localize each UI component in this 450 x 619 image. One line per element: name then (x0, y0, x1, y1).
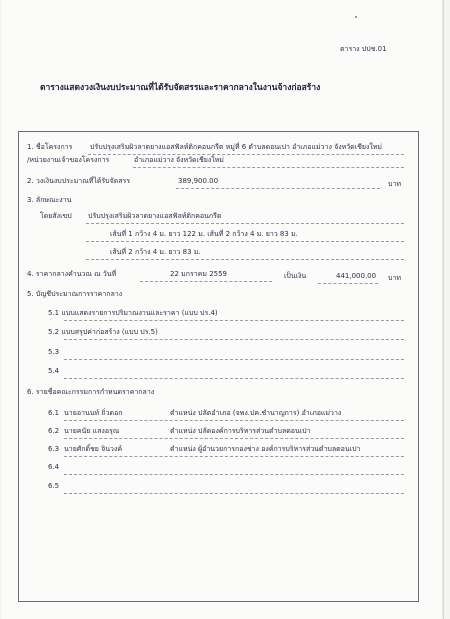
summary-line-3: เส้นที่ 2 กว้าง 4 ม. ยาว 83 ม. (110, 248, 201, 256)
item5-4: 5.4 (48, 367, 60, 375)
summary-label: โดยสังเขป (40, 212, 72, 220)
item4-amount: 441,000.00 (336, 272, 377, 280)
document-title: ตารางแสดงวงเงินงบประมาณที่ได้รับจัดสรรและราคากลางในงานจ้างก่อสร้าง (40, 83, 321, 93)
item2-value: 389,900.00 (178, 177, 219, 185)
committee-name: นายศักดิ์ชย จินวงค์ (64, 445, 123, 453)
item4-unit: บาท (388, 274, 401, 282)
item5-label: 5. บัญชีประมาณการราคากลาง (27, 290, 123, 298)
item5-3-line (64, 359, 404, 360)
agency-label: /หน่วยงานเจ้าของโครงการ (27, 156, 110, 164)
item2-line (176, 188, 380, 189)
item6-label: 6. รายชื่อคณะกรรมการกำหนดราคากลาง (27, 388, 155, 396)
committee-no: 6.1 (48, 409, 60, 417)
committee-position: ตำแหน่ง ผู้อำนวยการกองช่าง องค์การบริหารส่วนตำบลดอนเปา (170, 445, 361, 453)
item5-3: 5.3 (48, 348, 60, 356)
item4-date-line (140, 281, 272, 282)
page-edge (443, 0, 444, 619)
form-code: ตาราง ปปช.01 (340, 45, 387, 53)
summary-line-1: ปรับปรุงเสริมผิวลาดยางแอสฟัลท์ติกคอนกรีต (88, 212, 222, 220)
item2-unit: บาท (388, 180, 401, 188)
committee-no: 6.3 (48, 445, 60, 453)
item2-label: 2. วงเงินงบประมาณที่ได้รับจัดสรร (27, 177, 131, 185)
item5-1-line (64, 320, 404, 321)
item5-1: 5.1 แบบแสดงรายการปริมาณงานและราคา (แบบ ปร.4) (48, 309, 218, 317)
agency-line (133, 167, 404, 168)
item1-value: ปรับปรุงเสริมผิวลาดยางแอสฟัลท์ติกคอนกรีต หมู่ที่ 6 ตำบลดอนเปา อำเภอแม่วาง จังหวัดเชียงใหม่ (90, 143, 383, 151)
committee-line (64, 493, 404, 494)
committee-line (64, 456, 404, 457)
committee-no: 6.4 (48, 463, 60, 471)
committee-line (64, 474, 404, 475)
committee-line (64, 438, 404, 439)
item1-line (88, 154, 404, 155)
committee-no: 6.2 (48, 427, 60, 435)
summary-dots-1 (86, 223, 404, 224)
item5-2: 5.2 แบบสรุปค่าก่อสร้าง (แบบ ปร.5) (48, 328, 158, 336)
item5-2-line (64, 339, 404, 340)
speck (355, 16, 357, 18)
agency-value: อำเภอแม่วาง จังหวัดเชียงใหม่ (134, 156, 224, 164)
item4-amount-line (318, 283, 378, 284)
committee-name: นายอานนท์ ถิ่วดอก (64, 409, 123, 417)
committee-line (64, 420, 404, 421)
item1-label: 1. ชื่อโครงการ (27, 143, 73, 151)
item4-date: 22 มกราคม 2559 (170, 270, 228, 278)
committee-position: ตำแหน่ง ปลัดองค์การบริหารส่วนตำบลดอนเปา (170, 427, 311, 435)
committee-name: นายคนัย แสงอรุณ (64, 427, 120, 435)
item4-amount-label: เป็นเงิน (284, 272, 307, 280)
committee-position: ตำแหน่ง ปลัดอำเภอ (จพง.ปค.ชำนาญการ) อำเภอแม่วาง (170, 409, 342, 417)
summary-line-2: เส้นที่ 1 กว้าง 4 ม. ยาว 122 ม. เส้นที่ 2 กว้าง 4 ม. ยาว 83 ม. (110, 230, 298, 238)
item3-label: 3. ลักษณะงาน (27, 196, 72, 204)
item5-4-line (64, 378, 404, 379)
summary-dots-2 (86, 241, 404, 242)
item4-label: 4. ราคากลางคำนวณ ณ วันที่ (27, 270, 117, 278)
form-frame (18, 131, 419, 602)
summary-dots-3 (86, 259, 404, 260)
committee-no: 6.5 (48, 482, 60, 490)
